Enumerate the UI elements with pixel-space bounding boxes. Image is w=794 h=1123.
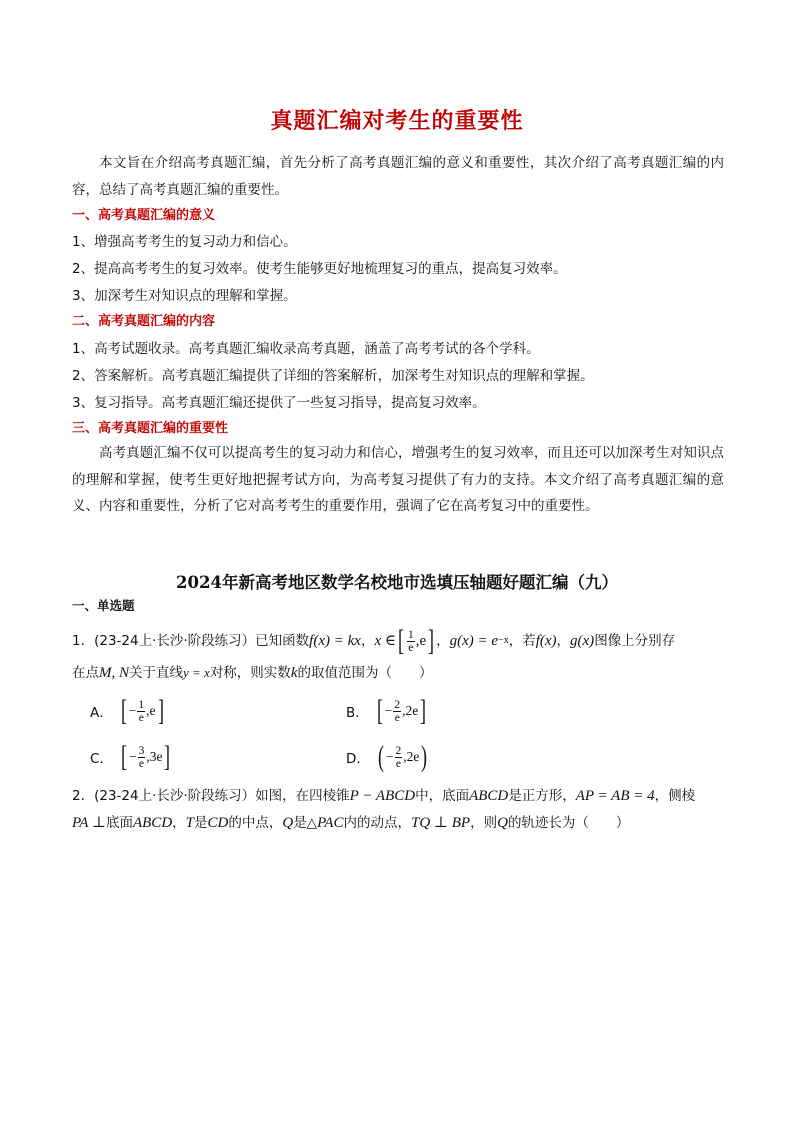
option-d-close: ) (421, 740, 428, 773)
exam-subtitle: 2024年新高考地区数学名校地市选填压轴题好题汇编（九） (176, 573, 618, 592)
q1-option-c[interactable] (90, 742, 172, 772)
q1-tail: 图像上分别存 (594, 633, 676, 649)
option-a-close: ] (157, 694, 164, 727)
q1-gx-exponent: −x (498, 635, 509, 646)
option-c-open: [ (120, 740, 127, 773)
q2-text-j: 内的动点， (343, 815, 411, 831)
q1-line2-b: 关于直线 (129, 665, 183, 681)
q1-fx: f(x) = kx (309, 633, 361, 649)
q1-comma1: ， (360, 633, 375, 649)
q2-text-k: ，则 (470, 815, 498, 831)
q1-interval-open: [ (397, 624, 404, 657)
q2-pyramid: P − ABCD (349, 788, 416, 804)
option-b-den: e (394, 711, 400, 724)
q2-pa-perp: PA ⊥ (72, 815, 106, 831)
option-a-num: 1 (138, 698, 145, 711)
question-2-line-2 (72, 813, 629, 833)
question-type-heading: 一、单选题 (72, 598, 135, 613)
option-d-value (376, 742, 430, 772)
q2-text-f: ， (172, 815, 186, 831)
q1-interval-close: ] (428, 624, 435, 657)
intro-paragraph: 本文旨在介绍高考真题汇编，首先分析了高考真题汇编的意义和重要性，其次介绍了高考真题汇编的内容，总结了高考真题汇编的重要性。 (72, 155, 724, 198)
page-title: 真题汇编对考生的重要性 (270, 109, 524, 134)
q2-pac: PAC (317, 815, 344, 831)
q2-tq-perp-bp: TQ ⊥ BP (410, 815, 471, 831)
q1-interval-den: e (408, 641, 414, 654)
q2-text-b: 中，底面 (415, 788, 470, 804)
q1-interval-num: 1 (407, 628, 414, 641)
section-3-paragraph: 高考真题汇编不仅可以提高考生的复习动力和信心，增强考生的复习效率，而且还可以加深考生对知识点的理解和掌握，使考生更好地把握考试方向，为高考复习提供了有力的支持。本文介绍了高考真题汇编的意义、内容和重要性，分析了它对高考考生的重要作用，强调了它在高考复习中的重要性。 (72, 445, 724, 514)
q1-option-a[interactable] (90, 696, 166, 726)
q1-line2-c: 对称，则实数 (209, 665, 291, 681)
option-d-rest: ,2e (403, 749, 420, 764)
q2-point-t: T (185, 815, 194, 831)
q2-equation: AP = AB = 4 (575, 788, 655, 804)
q2-text-e: 底面 (105, 815, 133, 831)
option-b-sign: − (384, 703, 393, 718)
option-d-open: ( (377, 740, 384, 773)
option-c-rest: ,3e (146, 749, 163, 764)
option-d-num: 2 (395, 744, 402, 757)
option-d-label: D． (346, 751, 370, 767)
option-a-value (119, 696, 166, 726)
q2-point-q-2: Q (497, 815, 508, 831)
option-b-rest: ,2e (402, 703, 419, 718)
q2-abcd-2: ABCD (132, 815, 173, 831)
q1-interval-fraction (407, 629, 415, 654)
section-1-item-2: 2、提高高考考生的复习效率。使考生能够更好地梳理复习的重点，提高复习效率。 (72, 261, 567, 277)
q2-cd: CD (207, 815, 229, 831)
option-a-rest: ,e (146, 703, 156, 718)
q1-line2-a: 在点 (72, 665, 99, 681)
q1-g2: g(x) (570, 633, 595, 649)
q1-k: k (290, 665, 298, 681)
option-b-num: 2 (394, 698, 401, 711)
option-a-label: A． (90, 705, 113, 721)
q2-text-i: 是△ (293, 815, 318, 831)
q1-option-d[interactable] (346, 742, 429, 772)
q2-text-g: 是 (194, 815, 208, 831)
q2-text-c: 是正方形， (508, 788, 576, 804)
option-d-sign: − (385, 749, 394, 764)
q2-text-d: ，侧棱 (654, 788, 696, 804)
option-c-value (119, 742, 173, 772)
q1-line2-d: 的取值范围为（ ） (297, 665, 433, 681)
section-heading-2: 二、高考真题汇编的内容 (72, 314, 216, 329)
q2-text-h: 的中点， (228, 815, 283, 831)
section-1-item-3: 3、加深考生对知识点的理解和掌握。 (72, 288, 297, 304)
section-heading-1: 一、高考真题汇编的意义 (72, 208, 216, 223)
option-a-open: [ (120, 694, 127, 727)
q1-x-in: x ∈ (374, 633, 396, 649)
section-2-item-1: 1、高考试题收录。高考真题汇编收录高考真题，涵盖了高考考试的各个学科。 (72, 341, 540, 357)
q1-gx: g(x) = e (449, 633, 499, 649)
option-b-close: ] (420, 694, 427, 727)
question-2-line-1 (72, 786, 695, 806)
option-b-open: [ (376, 694, 383, 727)
option-a-den: e (138, 711, 144, 724)
section-heading-3: 三、高考真题汇编的重要性 (72, 421, 229, 436)
q2-point-q: Q (282, 815, 294, 831)
option-a-sign: − (128, 703, 137, 718)
section-1-item-1: 1、增强高考考生的复习动力和信心。 (72, 234, 297, 250)
q1-f2: f(x) (535, 633, 557, 649)
q1-MN: M, N (99, 665, 129, 681)
section-2-item-2: 2、答案解析。高考真题汇编提供了详细的答案解析，加深考生对知识点的理解和掌握。 (72, 368, 594, 384)
option-c-close: ] (164, 740, 171, 773)
q1-mid: ，若 (508, 633, 536, 649)
option-c-label: C． (90, 751, 113, 767)
question-1-line-2 (72, 663, 432, 683)
q2-abcd: ABCD (469, 788, 509, 804)
q2-text-a: 2．(23-24上·长沙·阶段练习）如图，在四棱锥 (72, 788, 350, 804)
q1-sep: ， (556, 633, 571, 649)
option-b-value (375, 696, 429, 726)
q1-prefix: 1．(23-24上·长沙·阶段练习）已知函数 (72, 633, 310, 649)
option-c-den: e (138, 757, 144, 770)
question-1-line-1 (72, 626, 675, 656)
option-d-den: e (395, 757, 401, 770)
q1-comma2: ， (436, 633, 450, 649)
q1-interval-end: ,e (415, 633, 427, 649)
option-c-sign: − (128, 749, 137, 764)
q1-yx: y = x (183, 665, 210, 680)
section-2-item-3: 3、复习指导。高考真题汇编还提供了一些复习指导，提高复习效率。 (72, 395, 486, 411)
option-c-num: 3 (138, 744, 145, 757)
q1-option-b[interactable] (346, 696, 428, 726)
q2-text-l: 的轨迹长为（ ） (507, 815, 630, 831)
option-b-label: B． (346, 705, 369, 721)
